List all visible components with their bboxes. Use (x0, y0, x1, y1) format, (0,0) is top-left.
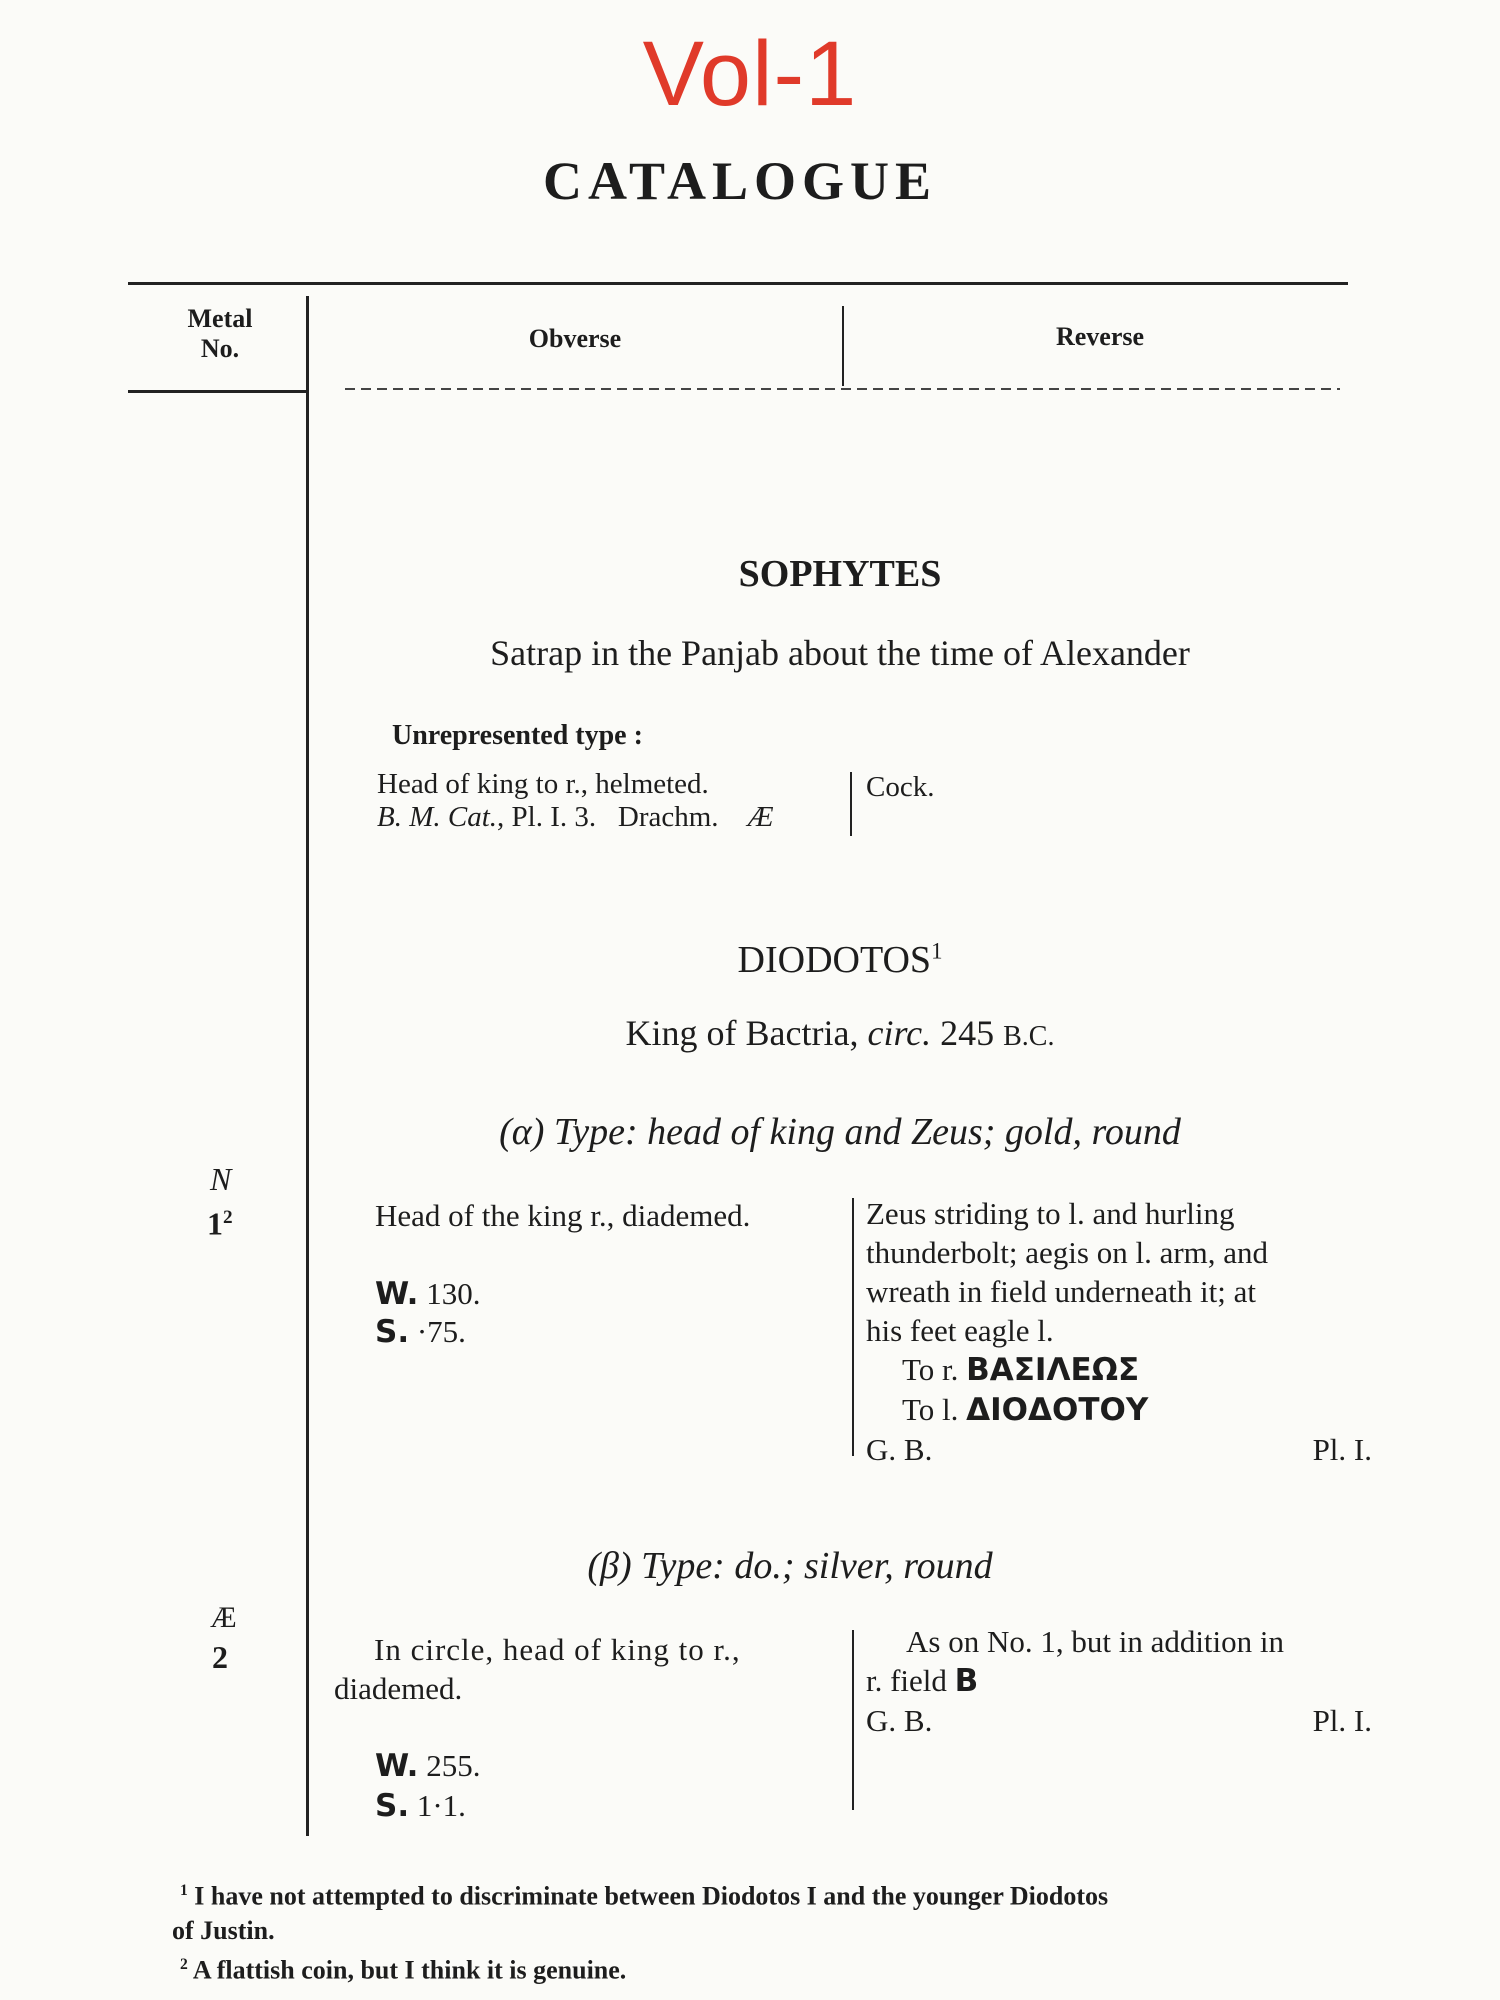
coin-1-obverse: Head of the king r., diademed. (375, 1198, 751, 1233)
diodotos-name: DIODOTOS (737, 939, 932, 981)
legend-left (866, 1390, 1372, 1430)
subtitle-bc: B.C. (1003, 1021, 1055, 1052)
weight-value: 255. (418, 1748, 481, 1783)
reverse-line: his feet eagle l. (866, 1313, 1054, 1348)
section-title-diodotos (300, 938, 1380, 982)
section-subtitle-sophytes: Satrap in the Panjab about the time of Alexander (490, 633, 1190, 673)
footnotes (136, 1874, 1376, 1987)
column-header-obverse: Obverse (528, 324, 622, 353)
size-label: S. (375, 1314, 410, 1350)
legend-left-label: To l. (902, 1392, 967, 1427)
footnote-1-mark: 1 (180, 1882, 188, 1899)
collection-plate-row (866, 1430, 1372, 1469)
coin-2-number: 2 (212, 1639, 228, 1675)
footnote-ref-1: 1 (931, 938, 943, 964)
collection: G. B. (866, 1703, 933, 1738)
sophytes-obverse-description: Head of king to r., helmeted. (377, 768, 709, 800)
reverse-line: Zeus striding to l. and hurling (866, 1196, 1235, 1231)
reverse-field-label: r. field (866, 1663, 955, 1698)
coin-2-metal: Æ (210, 1601, 237, 1634)
footnote-ref-2: 2 (223, 1207, 233, 1228)
coin-2-column-divider (852, 1630, 854, 1810)
reverse-line-1: As on No. 1, but in addition in (906, 1624, 1285, 1659)
collection-plate-row (866, 1701, 1372, 1740)
coin-1-number (207, 1198, 233, 1244)
section-title-sophytes: SOPHYTES (738, 553, 942, 595)
type-beta-heading: (β) Type: do.; silver, round (587, 1545, 993, 1587)
column-header-metal-no (150, 304, 290, 364)
page-title: CATALOGUE (542, 151, 938, 211)
coin-2-weight (375, 1746, 480, 1786)
footnote-1-continued: of Justin. (172, 1915, 275, 1945)
unrepresented-type-label: Unrepresented type : (392, 720, 643, 751)
subtitle-year: 245 (931, 1013, 1004, 1053)
weight-value: 130. (418, 1276, 481, 1311)
footnote-1-text: I have not attempted to discriminate between Diodotos I and the younger Diodotos (194, 1881, 1109, 1911)
sophytes-reverse: Cock. (866, 771, 935, 803)
reverse-line: wreath in field underneath it; at (866, 1274, 1256, 1309)
subtitle-king-of-bactria: King of Bactria, (625, 1013, 868, 1053)
column-header-metal: Metal (187, 304, 253, 333)
size-label: S. (375, 1788, 410, 1824)
plate-reference: Pl. I. (1312, 1703, 1372, 1738)
weight-label: W. (375, 1276, 419, 1312)
subtitle-circa: circ. (867, 1013, 932, 1053)
reverse-line: thunderbolt; aegis on l. arm, and (866, 1235, 1269, 1270)
weight-label: W. (375, 1748, 419, 1784)
column-header-no: No. (200, 334, 240, 363)
size-value: ·75. (409, 1314, 466, 1349)
legend-left-text: ΔΙΟΔΟΤΟΥ (966, 1392, 1149, 1428)
reference-plate: , Pl. I. 3. Drachm. (497, 801, 719, 833)
header-rule-left (128, 390, 308, 393)
sophytes-obverse (377, 768, 774, 834)
coin-2-size (375, 1786, 466, 1826)
coin-2-reverse (866, 1622, 1372, 1740)
coin-2-obverse (334, 1630, 846, 1708)
volume-label: Vol-1 (642, 23, 858, 125)
header-column-divider (842, 306, 844, 386)
reference-catalogue: B. M. Cat. (377, 801, 498, 833)
footnote-1 (136, 1874, 1376, 1914)
column-header-reverse: Reverse (1055, 322, 1145, 351)
obverse-line-1: In circle, head of king to r., (374, 1632, 741, 1667)
footnote-2-mark: 2 (180, 1955, 188, 1973)
coin-1-metal: N (210, 1161, 232, 1197)
metal-silver-symbol: Æ (747, 801, 774, 833)
coin-1-column-divider (852, 1198, 854, 1456)
plate-reference: Pl. I. (1312, 1432, 1372, 1467)
size-value: 1·1. (409, 1788, 466, 1823)
header-rule-right (345, 388, 1340, 390)
footnote-2 (136, 1948, 1376, 1988)
sophytes-column-divider (850, 772, 852, 836)
legend-right-label: To r. (902, 1352, 967, 1387)
legend-right (866, 1350, 1372, 1390)
coin-number: 1 (207, 1205, 223, 1242)
coin-1-reverse (866, 1194, 1372, 1469)
legend-right-text: ΒΑΣΙΛΕΩΣ (966, 1352, 1140, 1388)
obverse-line-2: diademed. (334, 1671, 463, 1706)
coin-1-size (375, 1312, 466, 1352)
footnote-2-text: A flattish coin, but I think it is genuine. (192, 1955, 627, 1985)
coin-1-weight (375, 1274, 480, 1314)
sophytes-obverse-reference (377, 801, 774, 834)
section-subtitle-diodotos (300, 1012, 1380, 1054)
type-alpha-heading: (α) Type: head of king and Zeus; gold, round (499, 1111, 1181, 1153)
reverse-line-2 (866, 1661, 1372, 1701)
metal-column-divider (306, 296, 309, 1836)
top-rule (128, 282, 1348, 285)
reverse-field-letter: Β (954, 1663, 979, 1699)
collection: G. B. (866, 1432, 933, 1467)
